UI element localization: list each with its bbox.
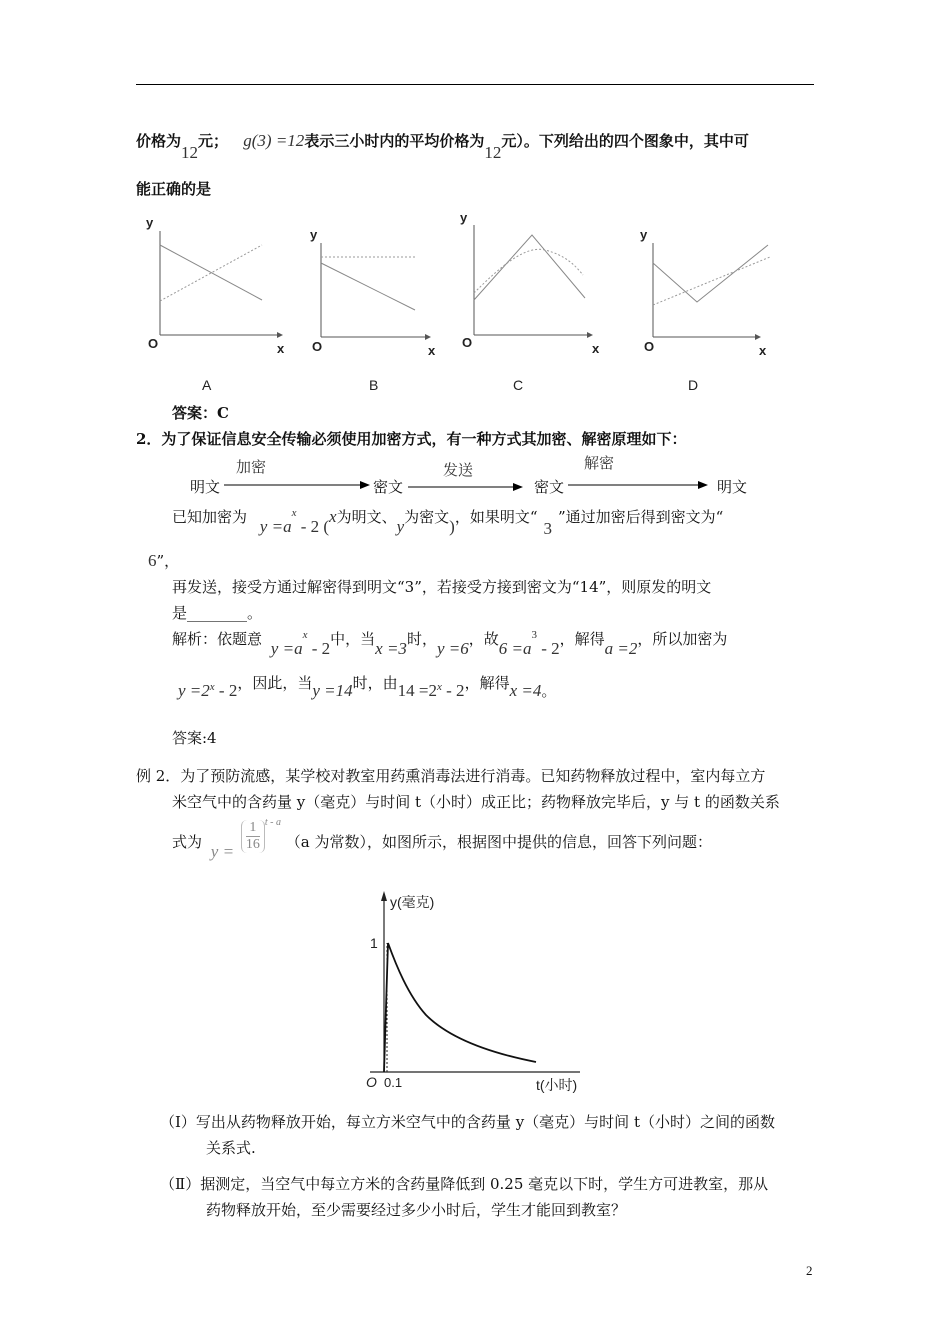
text: 时，由	[352, 674, 398, 692]
math: a =2	[604, 639, 638, 658]
math: )	[449, 517, 455, 536]
q2-solution-line1	[172, 628, 728, 658]
text: ”，	[156, 552, 180, 570]
axis-y-label: y	[310, 227, 318, 242]
option-label: D	[688, 377, 699, 393]
text: ，解得	[559, 630, 605, 648]
text: ，解得	[464, 674, 510, 692]
flow-label-send: 发送	[443, 463, 474, 479]
chart-ytick: 1	[370, 935, 378, 951]
math: - 2 (	[296, 517, 330, 536]
math: 6	[148, 551, 157, 570]
flow-label-encrypt: 加密	[236, 460, 267, 476]
chart-xlabel: t(小时)	[536, 1077, 578, 1093]
math: y =a	[259, 517, 292, 536]
math: x	[329, 507, 337, 526]
axis-x-label: x	[759, 343, 767, 358]
option-label: B	[369, 377, 379, 393]
ex2-part2-line2: 药物释放开始，至少需要经过多少小时后，学生才能回到教室？	[206, 1201, 627, 1219]
axis-y-label: y	[640, 227, 648, 242]
graph-d	[640, 227, 770, 393]
math: x	[291, 507, 297, 519]
text: ”通过加密后得到密文为“	[558, 508, 724, 526]
q1-line1	[136, 130, 749, 162]
flow-label-decrypt: 解密	[584, 456, 615, 472]
q2-line3: 再发送，接受方通过解密得到明文“3”，若接受方接到密文为“14”，则原发的明文	[172, 578, 712, 596]
text: ，因此，当	[237, 674, 313, 692]
q2-line4: 是________。	[172, 604, 263, 622]
axis-x-label: x	[592, 341, 600, 356]
math: 6 =a	[498, 639, 532, 658]
math: x =4	[509, 681, 542, 700]
math: y	[396, 517, 405, 536]
formula-y: y =	[210, 841, 235, 861]
text: 为明文、	[336, 508, 397, 526]
graph-a	[146, 215, 285, 393]
math: - 2	[441, 681, 465, 700]
q2-solution-line2	[178, 674, 557, 701]
chart-curve	[384, 943, 536, 1072]
chart-xtick: 0.1	[384, 1075, 403, 1090]
text: ，所以加密为	[637, 630, 728, 648]
chart-origin: O	[366, 1074, 377, 1090]
math: y =6	[436, 639, 469, 658]
text: 已知加密为	[172, 508, 248, 526]
math: y =2	[178, 681, 210, 700]
q1-line2: 能正确的是	[136, 180, 212, 198]
text: ，故	[468, 630, 499, 648]
encryption-flow	[0, 450, 950, 500]
math: x	[437, 681, 442, 693]
origin-label: O	[312, 339, 323, 354]
fraction-numerator: 1	[246, 820, 260, 837]
q2-title: 2．为了保证信息安全传输必须使用加密方式，有一种方式其加密、解密原理如下：	[136, 430, 687, 448]
flow-node-plaintext2: 明文	[717, 478, 748, 496]
origin-label: O	[644, 339, 655, 354]
ex2-line1: 例 2．为了预防流感，某学校对教室用药熏消毒法进行消毒。已知药物释放过程中，室内每立方	[136, 767, 766, 785]
q1-answer: 答案：C	[172, 404, 229, 422]
flow-node-plaintext: 明文	[190, 478, 221, 496]
q2-line1	[172, 506, 724, 538]
text: 时，	[406, 630, 437, 648]
math: 14 =2	[397, 681, 437, 700]
option-label: A	[202, 377, 212, 393]
math: 12	[484, 143, 502, 162]
math: x	[302, 629, 308, 641]
text: 表示三小时内的平均价格为	[304, 132, 485, 150]
math: 3	[543, 519, 553, 538]
option-label: C	[513, 377, 524, 393]
ex2-line2: 米空气中的含药量 y（毫克）与时间 t（小时）成正比；药物释放完毕后，y 与 t 的函数关系	[172, 793, 780, 811]
header-rule	[136, 84, 814, 85]
text: 。	[541, 682, 557, 700]
graph-b	[310, 227, 436, 393]
text: 为密文	[404, 508, 450, 526]
axis-y-label: y	[146, 215, 154, 230]
q2-answer: 答案:4	[172, 729, 217, 747]
axis-x-label: x	[428, 343, 436, 358]
text: 元；	[198, 132, 229, 150]
math: x =3	[375, 639, 407, 658]
ex2-part1-line1: （Ⅰ）写出从药物释放开始，每立方米空气中的含药量 y（毫克）与时间 t（小时）之间的函数	[160, 1113, 775, 1131]
flow-node-cipher1: 密文	[373, 478, 404, 496]
origin-label: O	[462, 335, 473, 350]
ex2-part1-line2: 关系式.	[206, 1139, 256, 1157]
math: 3	[531, 629, 537, 641]
ex2-line3	[172, 816, 712, 872]
text: 中，当	[330, 630, 376, 648]
formula-fraction	[241, 820, 265, 853]
formula-exponent: t - a	[264, 816, 281, 828]
chart-ylabel: y(毫克)	[390, 894, 435, 910]
ex2-part2-line1: （Ⅱ）据测定，当空气中每立方米的含药量降低到 0.25 毫克以下时，学生方可进教室，那从	[160, 1175, 769, 1193]
axis-y-label: y	[460, 210, 468, 225]
fraction-denominator: 16	[245, 837, 260, 852]
option-graphs	[140, 205, 790, 405]
page-number: 2	[806, 1263, 813, 1278]
math: y =a	[270, 639, 303, 658]
math: y =14	[312, 681, 353, 700]
graph-c	[460, 210, 600, 393]
text: 价格为	[136, 132, 182, 150]
text: 式为	[172, 832, 203, 851]
math: - 2	[307, 639, 331, 658]
text: 解析：依题意	[172, 630, 263, 648]
text: （a 为常数），如图所示，根据图中提供的信息，回答下列问题：	[285, 832, 712, 851]
concentration-chart	[340, 885, 600, 1100]
math: - 2	[536, 639, 560, 658]
math: g(3) =12	[243, 131, 305, 150]
origin-label: O	[148, 336, 159, 351]
q2-line2	[148, 550, 179, 571]
flow-node-cipher2: 密文	[534, 478, 565, 496]
text: ，如果明文“	[454, 508, 538, 526]
math: - 2	[214, 681, 238, 700]
math: x	[209, 681, 215, 693]
axis-x-label: x	[277, 341, 285, 356]
math: 12	[181, 143, 199, 162]
text: 元）。下列给出的四个图象中，其中可	[501, 132, 749, 150]
flow-arrows	[0, 450, 950, 500]
